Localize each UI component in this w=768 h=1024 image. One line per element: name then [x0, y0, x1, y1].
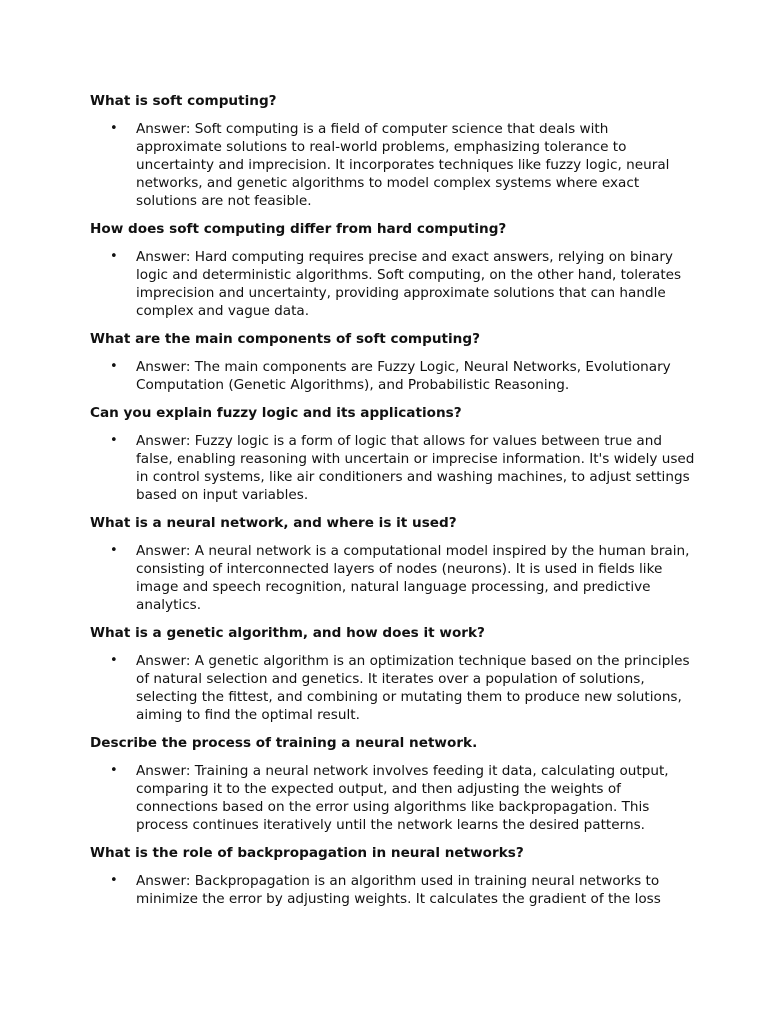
- answer-item: [90, 248, 698, 320]
- answer-item: [90, 762, 698, 834]
- qa-item: [90, 404, 698, 504]
- answer-text: Answer: A genetic algorithm is an optimization technique based on the principles of natural selection and genetics. It iterates over a population of solutions, selecting the fittest, and combining or mutating them to produce new solutions, aiming to find the optimal result.: [136, 653, 690, 723]
- bullet-icon: •: [110, 763, 118, 778]
- answer-list: [90, 762, 698, 834]
- answer-text: Answer: The main components are Fuzzy Logic, Neural Networks, Evolutionary Computation (Genetic Algorithms), and Probabilistic Reasoning.: [136, 359, 671, 393]
- qa-item: [90, 844, 698, 908]
- qa-item: [90, 92, 698, 210]
- answer-text: Answer: Soft computing is a field of computer science that deals with approximate solutions to real-world problems, emphasizing tolerance to uncertainty and imprecision. It incorporates techniques like fuzzy logic, neural networks, and genetic algorithms to model complex systems where exact solutions are not feasible.: [136, 121, 670, 209]
- bullet-icon: •: [110, 121, 118, 136]
- answer-list: [90, 652, 698, 724]
- question-heading: How does soft computing differ from hard computing?: [90, 221, 507, 237]
- answer-text: Answer: Backpropagation is an algorithm used in training neural networks to minimize the error by adjusting weights. It calculates the gradient of the loss: [136, 873, 661, 907]
- answer-text: Answer: Training a neural network involves feeding it data, calculating output, comparing it to the expected output, and then adjusting the weights of connections based on the error using algorithms like backpropagation. This process continues iteratively until the network learns the desired patterns.: [136, 763, 669, 833]
- answer-list: [90, 432, 698, 504]
- question-heading: Can you explain fuzzy logic and its applications?: [90, 405, 462, 421]
- question-heading: What is a neural network, and where is it used?: [90, 515, 457, 531]
- answer-item: [90, 542, 698, 614]
- bullet-icon: •: [110, 543, 118, 558]
- answer-list: [90, 358, 698, 394]
- question-heading: What is soft computing?: [90, 93, 277, 109]
- answer-item: [90, 358, 698, 394]
- answer-item: [90, 872, 698, 908]
- answer-item: [90, 652, 698, 724]
- answer-list: [90, 872, 698, 908]
- qa-item: [90, 624, 698, 724]
- bullet-icon: •: [110, 873, 118, 888]
- answer-text: Answer: A neural network is a computational model inspired by the human brain, consisting of interconnected layers of nodes (neurons). It is used in fields like image and speech recognition, natural language processing, and predictive analytics.: [136, 543, 690, 613]
- answer-list: [90, 120, 698, 210]
- question-heading: What are the main components of soft computing?: [90, 331, 480, 347]
- answer-list: [90, 542, 698, 614]
- qa-item: [90, 514, 698, 614]
- question-heading: What is the role of backpropagation in neural networks?: [90, 845, 524, 861]
- bullet-icon: •: [110, 433, 118, 448]
- bullet-icon: •: [110, 249, 118, 264]
- bullet-icon: •: [110, 359, 118, 374]
- answer-item: [90, 120, 698, 210]
- qa-item: [90, 330, 698, 394]
- qa-item: [90, 220, 698, 320]
- question-heading: Describe the process of training a neural network.: [90, 735, 478, 751]
- qa-item: [90, 734, 698, 834]
- answer-text: Answer: Fuzzy logic is a form of logic that allows for values between true and false, enabling reasoning with uncertain or imprecise information. It's widely used in control systems, like air conditioners and washing machines, to adjust settings based on input variables.: [136, 433, 695, 503]
- answer-text: Answer: Hard computing requires precise and exact answers, relying on binary logic and deterministic algorithms. Soft computing, on the other hand, tolerates imprecision and uncertainty, providing approximate solutions that can handle complex and vague data.: [136, 249, 682, 319]
- answer-list: [90, 248, 698, 320]
- question-heading: What is a genetic algorithm, and how does it work?: [90, 625, 485, 641]
- bullet-icon: •: [110, 653, 118, 668]
- answer-item: [90, 432, 698, 504]
